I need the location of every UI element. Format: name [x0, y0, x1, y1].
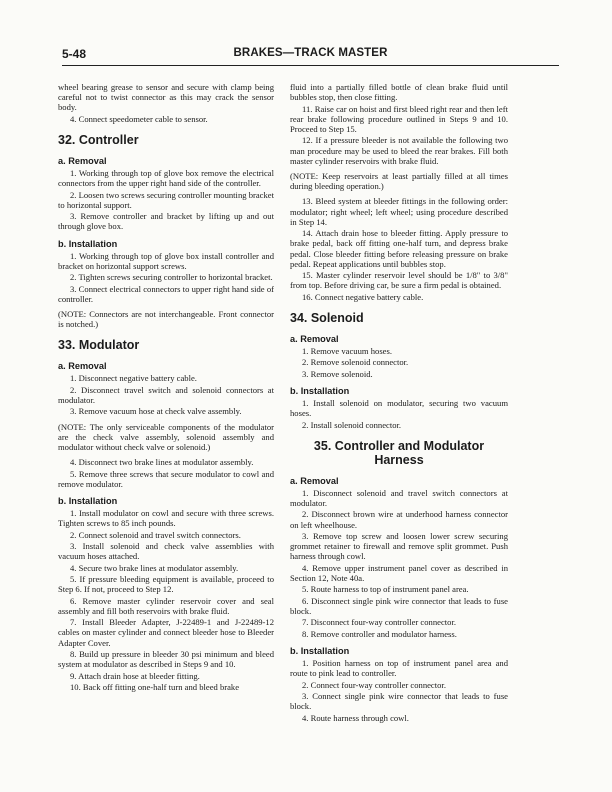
body-paragraph: 3. Connect electrical connectors to upper right hand side of controller. [58, 283, 274, 304]
section-heading: 34. Solenoid [290, 311, 364, 325]
body-paragraph: 2. Tighten screws securing controller to horizontal bracket. [70, 272, 273, 283]
page-number: 5-48 [62, 47, 87, 61]
body-paragraph: 13. Bleed system at bleeder fittings in the following order: modulator; right wheel; left wheel; using procedure described in Step 14. [290, 196, 508, 227]
section-heading: 32. Controller [58, 133, 139, 147]
body-paragraph: 6. Disconnect single pink wire connector that leads to fuse block. [290, 595, 508, 616]
body-paragraph: 3. Remove solenoid. [302, 368, 373, 379]
body-paragraph: 4. Connect speedometer cable to sensor. [70, 113, 208, 124]
section-heading: 35. Controller and Modulator Harness [313, 438, 485, 467]
body-paragraph: 2. Remove solenoid connector. [302, 357, 409, 368]
body-paragraph: 7. Disconnect four-way controller connector. [302, 617, 456, 628]
subsection-heading: a. Removal [58, 361, 107, 372]
note-paragraph: (NOTE: Connectors are not interchangeable. Front connector is notched.) [58, 308, 274, 330]
body-paragraph: 3. Install solenoid and check valve assemblies with vacuum hoses attached. [58, 540, 274, 562]
body-paragraph: 11. Raise car on hoist and first bleed right rear and then left rear brake following procedure outlined in Steps 9 and 10. Proceed to Step 15. [290, 103, 508, 134]
body-paragraph: 4. Remove upper instrument panel cover as described in Section 12, Note 40a. [290, 562, 508, 583]
body-paragraph: 14. Attach drain hose to bleeder fitting. Apply pressure to brake pedal, back off fitting one-half turn, and depress brake pedal. Close bleeder fitting before releasing pressure on brake pedal. Repeat applications until bubbles stop. [290, 228, 508, 269]
subsection-heading: b. Installation [58, 495, 118, 506]
body-paragraph: 1. Disconnect solenoid and travel switch connectors at modulator. [290, 487, 508, 508]
note-paragraph: (NOTE: Keep reservoirs at least partially filled at all times during bleeding operation.) [290, 171, 508, 192]
body-paragraph: 2. Install solenoid connector. [302, 419, 402, 430]
body-paragraph: 12. If a pressure bleeder is not available the following two man procedure may be used to bleed the rear brakes. Fill both master cylinder reservoirs with brake fluid. [290, 135, 508, 166]
subsection-heading: a. Removal [290, 334, 339, 344]
left-column [58, 82, 274, 693]
body-paragraph: 16. Connect negative battery cable. [302, 291, 424, 302]
body-paragraph: 1. Working through top of glove box install controller and bracket on horizontal support screws. [58, 250, 274, 271]
body-paragraph: 4. Route harness through cowl. [302, 712, 409, 723]
body-paragraph: 9. Attach drain hose at bleeder fitting. [70, 670, 200, 681]
body-paragraph: 2. Loosen two screws securing controller mounting bracket to horizontal support. [58, 189, 274, 210]
body-paragraph: 15. Master cylinder reservoir level should be 1/8" to 3/8" from top. Before driving car, be sure a firm pedal is obtained. [290, 270, 508, 291]
body-paragraph: 1. Position harness on top of instrument panel area and route to pink lead to controller. [290, 657, 508, 679]
subsection-heading: b. Installation [290, 645, 350, 656]
body-paragraph: 2. Disconnect travel switch and solenoid connectors at modulator. [58, 384, 274, 405]
body-paragraph: 1. Disconnect negative battery cable. [70, 373, 197, 384]
right-column [290, 82, 508, 724]
body-paragraph: 4. Disconnect two brake lines at modulator assembly. [70, 457, 254, 468]
body-paragraph: 6. Remove master cylinder reservoir cover and seal assembly and fill both reservoirs with brake fluid. [58, 595, 274, 616]
body-paragraph: 8. Remove controller and modulator harness. [302, 628, 457, 639]
body-paragraph: 3. Connect single pink wire connector that leads to fuse block. [290, 690, 508, 712]
body-paragraph: 1. Remove vacuum hoses. [302, 346, 392, 356]
body-paragraph: 2. Connect solenoid and travel switch connectors. [70, 529, 241, 540]
body-paragraph: 7. Install Bleeder Adapter, J-22489-1 and J-22489-12 cables on master cylinder and connect bleeder hose to Bleeder Adapter Cover. [58, 617, 274, 648]
body-paragraph: 5. Remove three screws that secure modulator to cowl and remove modulator. [58, 468, 274, 489]
body-paragraph: 5. Route harness to top of instrument panel area. [302, 584, 469, 595]
body-paragraph: 2. Disconnect brown wire at underhood harness connector on left wheelhouse. [290, 509, 508, 530]
body-paragraph: 3. Remove top screw and loosen lower screw securing grommet retainer to firewall and remove split grommet. Push harness through cowl. [290, 530, 508, 562]
body-paragraph: wheel bearing grease to sensor and secure with clamp being careful not to twist connector as this may crack the sensor body. [58, 82, 274, 113]
note-paragraph: (NOTE: The only serviceable components of the modulator are the check valve assembly, solenoid assembly and modulator without check valve or solenoid.) [58, 421, 274, 452]
body-paragraph: fluid into a partially filled bottle of clean brake fluid until bubbles stop, then close fitting. [290, 82, 508, 103]
body-paragraph: 3. Remove controller and bracket by lifting up and out through glove box. [58, 211, 274, 232]
subsection-heading: b. Installation [290, 385, 350, 396]
body-paragraph: 10. Back off fitting one-half turn and bleed brake [70, 681, 240, 692]
section-heading: 33. Modulator [58, 338, 140, 353]
body-paragraph: 3. Remove vacuum hose at check valve assembly. [70, 406, 242, 417]
subsection-heading: b. Installation [58, 238, 118, 249]
body-paragraph: 4. Secure two brake lines at modulator assembly. [70, 562, 239, 573]
body-paragraph: 1. Install modulator on cowl and secure with three screws. Tighten screws to 85 inch pounds. [58, 507, 274, 529]
page-header [62, 47, 559, 66]
body-paragraph: 1. Install solenoid on modulator, securing two vacuum hoses. [290, 397, 508, 419]
subsection-heading: a. Removal [290, 475, 339, 486]
subsection-heading: a. Removal [58, 156, 107, 166]
body-paragraph: 1. Working through top of glove box remove the electrical connectors from the upper right hand side of the controller. [58, 168, 274, 189]
running-head-title: BRAKES—TRACK MASTER [233, 47, 388, 59]
body-paragraph: 8. Build up pressure in bleeder 30 psi minimum and bleed system at modulator as described in Steps 9 and 10. [58, 648, 274, 670]
body-paragraph: 2. Connect four-way controller connector. [302, 679, 446, 690]
body-paragraph: 5. If pressure bleeding equipment is available, proceed to Step 6. If not, proceed to Step 12. [58, 573, 274, 595]
